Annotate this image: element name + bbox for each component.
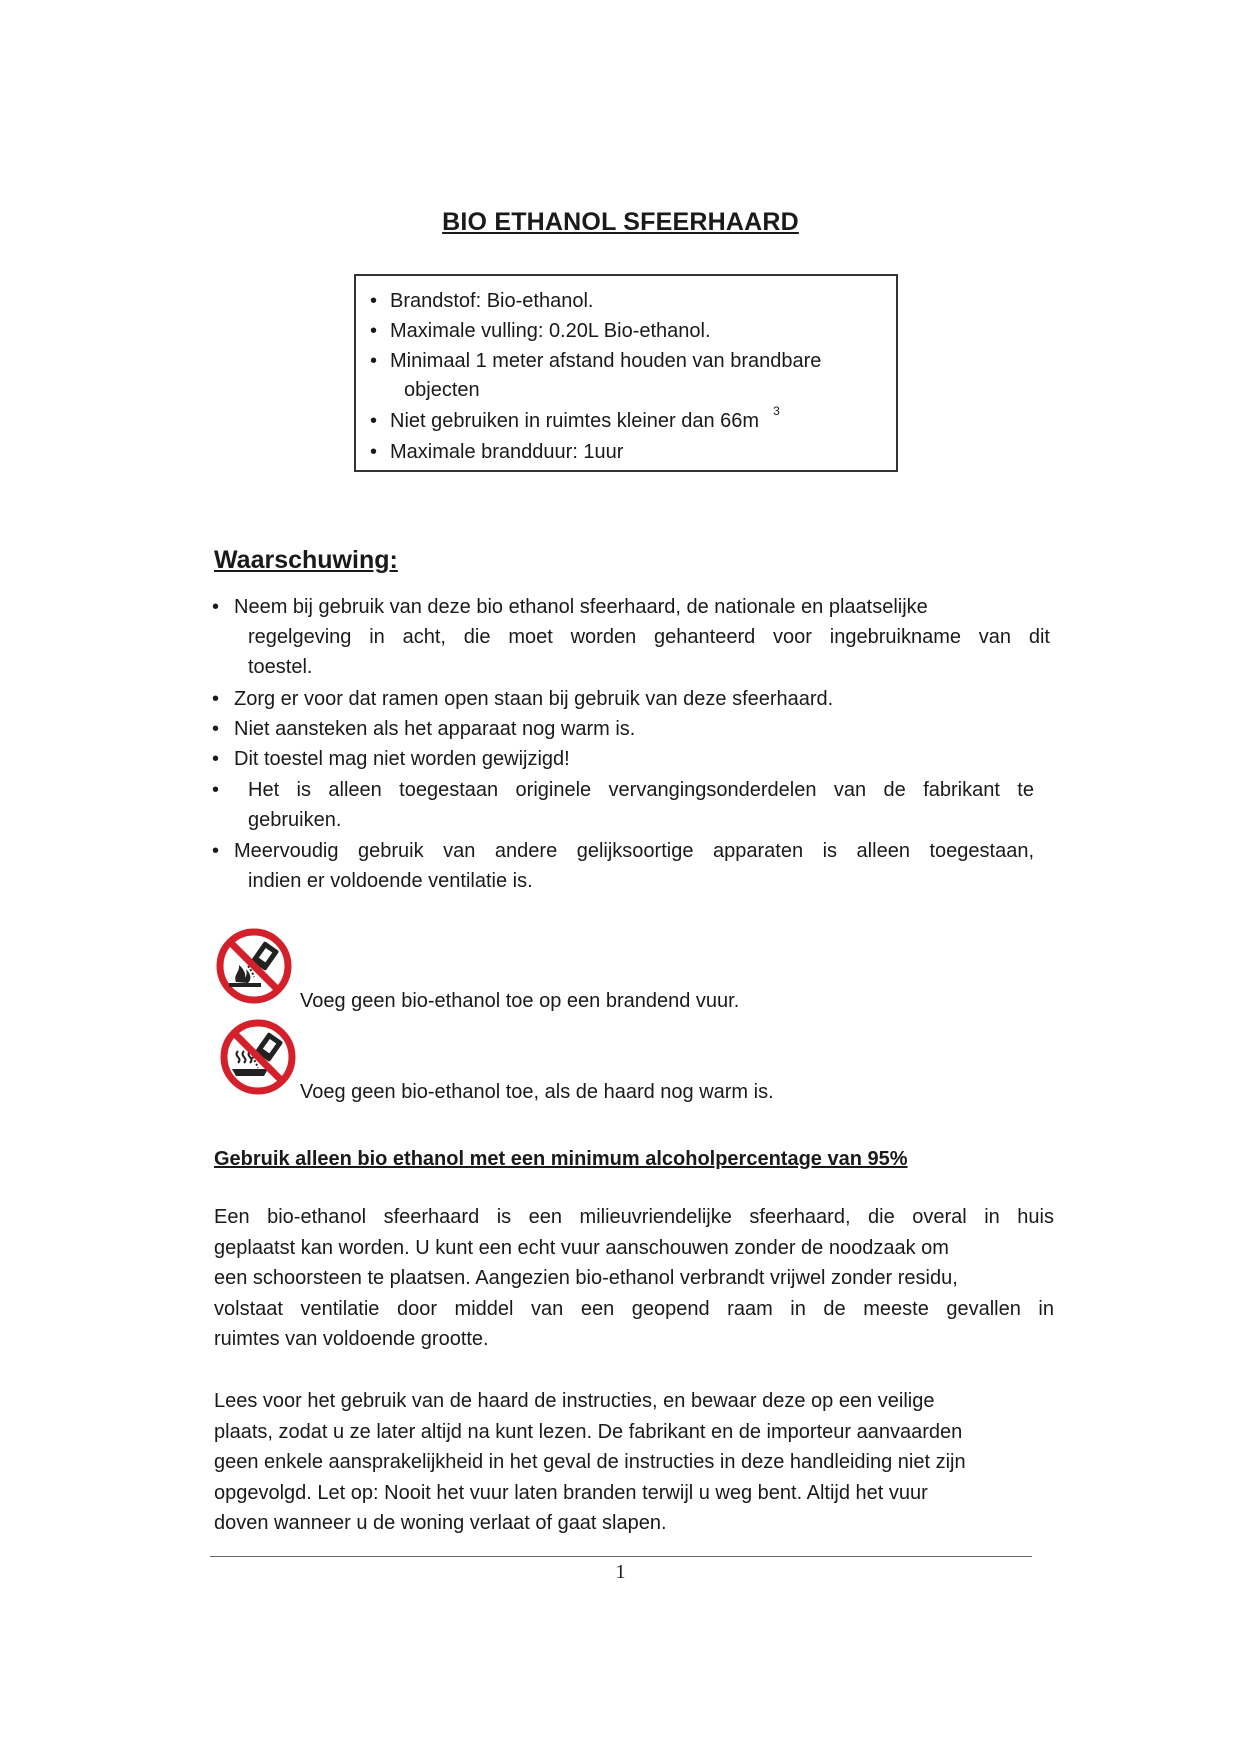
bullet-icon: • [212,779,220,801]
spec-item-room-size: • Niet gebruiken in ruimtes kleiner dan 66m $^3$ [390,406,780,438]
bullet-icon: • [212,748,220,770]
page-number: 1 [615,1561,626,1583]
warning-item-multiple-use: • Meervoudig gebruik van andere gelijksoortige apparaten is alleen toegestaan, indien er voldoende ventilatie is. [212,836,1050,898]
bullet-icon: • [370,410,378,432]
warning-item-original-parts: • Het is alleen toegestaan originele vervangingsonderdelen van de fabrikant te gebruiken. [212,775,1050,837]
specifications-box [354,274,898,472]
bullet-icon: • [212,596,220,618]
superscript-three: 3 [773,404,780,418]
spec-item-distance: • Minimaal 1 meter afstand houden van brandbare [390,346,821,376]
alcohol-percentage-notice: Gebruik alleen bio ethanol met een minimum alcoholpercentage van 95% [214,1148,908,1170]
warning-item-no-ignite-warm: • Niet aansteken als het apparaat nog warm is. [212,714,1050,744]
sign-caption-hot-fireplace: Voeg geen bio-ethanol toe, als de haard nog warm is. [300,1081,774,1103]
sign-caption-burning-fire: Voeg geen bio-ethanol toe op een brandend vuur. [300,990,740,1012]
bullet-icon: • [370,320,378,342]
bullet-icon: • [370,441,378,463]
spec-item-distance-continued: objecten [404,379,480,401]
warning-item-windows: • Zorg er voor dat ramen open staan bij gebruik van deze sfeerhaard. [212,684,1050,714]
warning-heading: Waarschuwing: [214,546,398,574]
no-refill-on-fire-icon [214,926,294,1006]
bullet-icon: • [370,290,378,312]
bullet-icon: • [212,718,220,740]
warning-item-no-modification: • Dit toestel mag niet worden gewijzigd! [212,744,1050,774]
bullet-icon: • [370,350,378,372]
no-refill-when-hot-icon [218,1017,298,1097]
bullet-icon: • [212,840,220,862]
warning-item-regulations: • Neem bij gebruik van deze bio ethanol sfeerhaard, de nationale en plaatselijke regelgeving in acht, die moet worden gehanteerd voor ingebruikname van dit toestel. [212,592,1050,684]
paragraph-intro: Een bio-ethanol sfeerhaard is een milieuvriendelijke sfeerhaard, die overal in huis geplaatst kan worden. U kunt een echt vuur aanschouwen zonder de noodzaak om een schoorsteen te plaatsen. Aangezien bio-ethanol verbrandt vrijwel zonder residu, volstaat ventilatie door middel van een geopend raam in de meeste gevallen in ruimtes van voldoende grootte. [214,1206,1054,1351]
paragraph-instructions: Lees voor het gebruik van de haard de instructies, en bewaar deze op een veilige plaats, zodat u ze later altijd na kunt lezen. De fabrikant en de importeur aanvaarden geen enkele aansprakelijkheid in het geval de instructies in deze handleiding niet zijn opgevolgd. Let op: Nooit het vuur laten branden terwijl u weg bent. Altijd het vuur doven wanneer u de woning verlaat of gaat slapen. [214,1390,966,1535]
document-title: BIO ETHANOL SFEERHAARD [442,208,799,236]
spec-item-fuel: • Brandstof: Bio-ethanol. [390,286,593,316]
spec-item-burn-time: • Maximale brandduur: 1uur [390,437,623,467]
spec-item-max-fill: • Maximale vulling: 0.20L Bio-ethanol. [390,316,711,346]
bullet-icon: • [212,688,220,710]
footer-divider [210,1556,1032,1557]
